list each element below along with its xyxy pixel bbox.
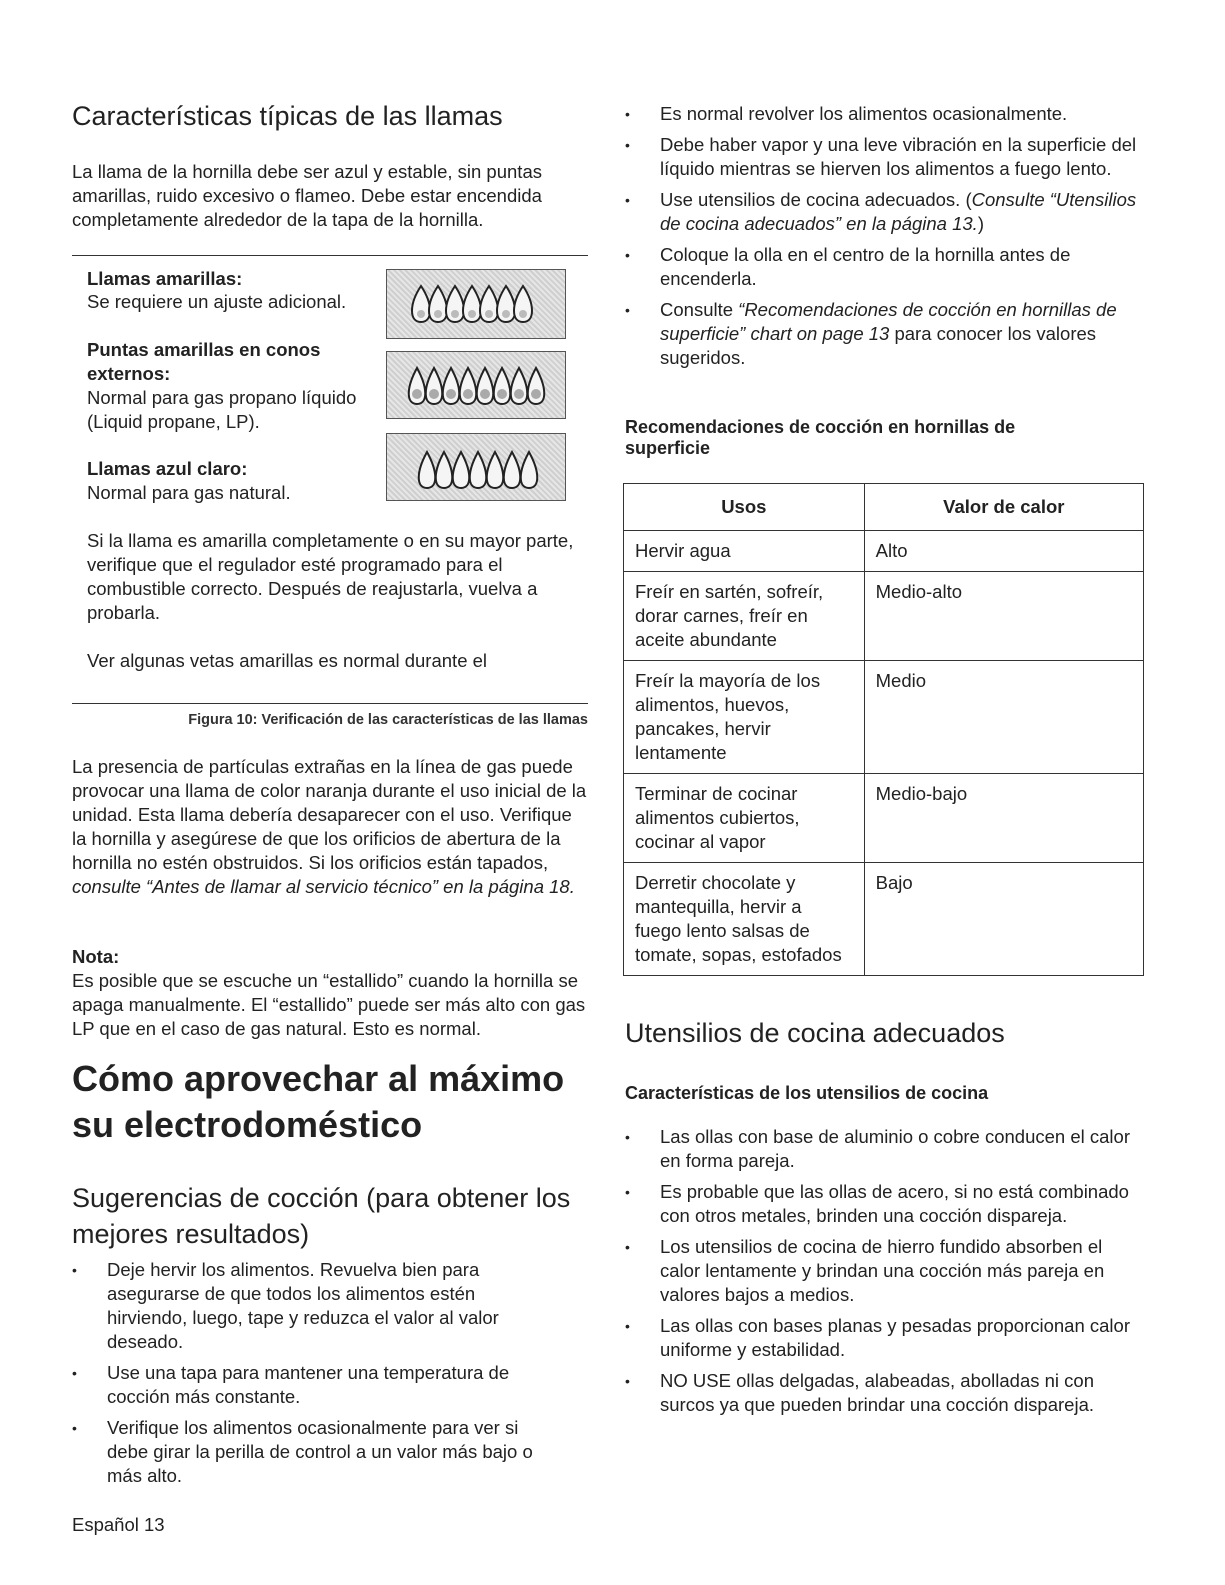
yellow-flames-title: Llamas amarillas: [87, 268, 243, 289]
table-cell-heat: Medio [864, 661, 1143, 774]
list-item-text: para conocer los valores sugeridos. [660, 323, 1097, 368]
table-header-uses: Usos [624, 484, 865, 531]
table-cell-heat: Bajo [864, 863, 1143, 976]
table-header-row [624, 484, 1144, 531]
main-heading: Cómo aprovechar al máximo su electrodoméstico [72, 1058, 565, 1145]
tips-continued-list [625, 102, 1145, 377]
list-item [625, 1369, 1145, 1417]
flame-streaks-paragraph: Ver algunas vetas amarillas es normal durante el [87, 650, 488, 671]
list-item-text: Debe haber vapor y una leve vibración en la superficie del líquido mientras se hierven los alimentos a fuego lento. [660, 134, 1137, 179]
bullet-icon: • [625, 1184, 630, 1200]
cooking-tips-heading: Sugerencias de cocción (para obtener los mejores resultados) [72, 1183, 571, 1249]
list-item [625, 188, 1145, 236]
flame-adjust-paragraph: Si la llama es amarilla completamente o en su mayor parte, verifique que el regulador esté programado para el combustible correcto. Después de reajustarla, vuelva a probarla. [87, 530, 574, 623]
yellow-flames-text: Se requiere un ajuste adicional. [87, 291, 347, 312]
list-item [625, 133, 1145, 181]
list-item [625, 298, 1145, 370]
table-row [624, 661, 1144, 774]
list-item-text: Deje hervir los alimentos. Revuelva bien para asegurarse de que todos los alimentos estén hirviendo, luego, tape y reduzca el valor al valor deseado. [107, 1259, 499, 1352]
yellow-tips-flames-icon [387, 352, 565, 418]
list-item-text: Las ollas con bases planas y pesadas proporcionan calor uniforme y estabilidad. [660, 1315, 1130, 1360]
list-item [72, 1416, 552, 1488]
list-item-text: Verifique los alimentos ocasionalmente para ver si debe girar la perilla de control a un valor más bajo o más alto. [107, 1417, 533, 1486]
table-row [624, 863, 1144, 976]
bullet-icon: • [625, 302, 630, 318]
list-item [625, 102, 1145, 126]
cooking-table [623, 483, 1144, 976]
bullet-icon: • [625, 106, 630, 122]
flames-intro: La llama de la hornilla debe ser azul y estable, sin puntas amarillas, ruido excesivo o flameo. Debe estar encendida completamente alrededor de la tapa de la hornilla. [72, 161, 542, 230]
list-item-text: Es normal revolver los alimentos ocasionalmente. [660, 103, 1068, 124]
list-item [625, 1235, 1145, 1307]
list-item-text: Los utensilios de cocina de hierro fundido absorben el calor lentamente y brindan una cocción más pareja en valores bajos a medios. [660, 1236, 1105, 1305]
table-row [624, 572, 1144, 661]
bullet-icon: • [72, 1420, 77, 1436]
figure-bottom-rule [72, 703, 588, 704]
list-item-text: Use una tapa para mantener una temperatura de cocción más constante. [107, 1362, 510, 1407]
table-cell-use: Derretir chocolate y mantequilla, hervir a fuego lento salsas de tomate, sopas, estofados [624, 863, 865, 976]
bullet-icon: • [625, 1373, 630, 1389]
utensils-heading: Utensilios de cocina adecuados [625, 1018, 1005, 1048]
table-cell-heat: Medio-alto [864, 572, 1143, 661]
yellow-flames-icon [387, 270, 565, 338]
list-item [625, 1180, 1145, 1228]
tips-flames-title: Puntas amarillas en conos externos: [87, 339, 321, 384]
page-footer: Español 13 [72, 1514, 165, 1535]
bullet-icon: • [625, 137, 630, 153]
blue-flames-title: Llamas azul claro: [87, 458, 248, 479]
table-cell-heat: Alto [864, 531, 1143, 572]
bullet-icon: • [625, 1239, 630, 1255]
flame-figure [72, 255, 588, 705]
bullet-icon: • [625, 192, 630, 208]
note-title: Nota: [72, 946, 120, 967]
table-title: Recomendaciones de cocción en hornillas de superficie [625, 417, 1016, 458]
list-item-text: ) [977, 213, 984, 234]
table-cell-use: Freír en sartén, sofreír, dorar carnes, freír en aceite abundante [624, 572, 865, 661]
flames-heading: Características típicas de las llamas [72, 101, 503, 131]
list-item-text: Use utensilios de cocina adecuados. ( [660, 189, 972, 210]
particles-text: La presencia de partículas extrañas en la línea de gas puede provocar una llama de color naranja durante el uso inicial de la unidad. Esta llama debería desaparecer con el uso. Verifique la hornilla y asegúrese de que los orificios de abertura de la hornilla no estén obstruidos. Si los orificios están tapados, [72, 756, 587, 873]
chart-reference: “Recomendaciones de cocción en hornillas de superficie” chart on page 13 [660, 299, 1117, 344]
utensils-reference: Consulte “Utensilios de cocina adecuados” en la página 13. [660, 189, 1137, 234]
bullet-icon: • [72, 1262, 77, 1278]
table-cell-use: Terminar de cocinar alimentos cubiertos, cocinar al vapor [624, 774, 865, 863]
figure-caption: Figura 10: Verificación de las características de las llamas [188, 712, 588, 728]
bullet-icon: • [625, 1318, 630, 1334]
blue-flames-text: Normal para gas natural. [87, 482, 291, 503]
list-item [625, 1125, 1145, 1173]
service-reference: consulte “Antes de llamar al servicio técnico” en la página 18. [72, 876, 575, 897]
yellow-flames-image [386, 269, 566, 339]
blue-flames-image [386, 433, 566, 501]
list-item-text: Las ollas con base de aluminio o cobre conducen el calor en forma pareja. [660, 1126, 1130, 1171]
table-cell-use: Freír la mayoría de los alimentos, huevos, pancakes, hervir lentamente [624, 661, 865, 774]
bullet-icon: • [72, 1365, 77, 1381]
table-cell-use: Hervir agua [624, 531, 865, 572]
list-item [625, 1314, 1145, 1362]
yellow-tips-flames-image [386, 351, 566, 419]
particles-paragraph [72, 755, 588, 899]
list-item [625, 243, 1145, 291]
list-item-text: Consulte [660, 299, 739, 320]
list-item-text: Es probable que las ollas de acero, si no está combinado con otros metales, brinden una cocción dispareja. [660, 1181, 1129, 1226]
utensils-list [625, 1125, 1145, 1424]
tips-flames-text: Normal para gas propano líquido (Liquid propane, LP). [87, 387, 357, 432]
list-item-text: Coloque la olla en el centro de la hornilla antes de encenderla. [660, 244, 1071, 289]
list-item [72, 1258, 552, 1354]
table-row [624, 774, 1144, 863]
bullet-icon: • [625, 247, 630, 263]
cooking-tips-list [72, 1258, 552, 1495]
table-header-heat: Valor de calor [864, 484, 1143, 531]
note-text: Es posible que se escuche un “estallido” cuando la hornilla se apaga manualmente. El “estallido” puede ser más alto con gas LP que en el caso de gas natural. Esto es normal. [72, 970, 586, 1039]
table-row [624, 531, 1144, 572]
list-item-text: NO USE ollas delgadas, alabeadas, abolladas ni con surcos ya que pueden brindar una cocción dispareja. [660, 1370, 1095, 1415]
utensils-subheading: Características de los utensilios de cocina [625, 1083, 989, 1103]
table-cell-heat: Medio-bajo [864, 774, 1143, 863]
blue-flames-icon [387, 434, 565, 500]
list-item [72, 1361, 552, 1409]
bullet-icon: • [625, 1129, 630, 1145]
